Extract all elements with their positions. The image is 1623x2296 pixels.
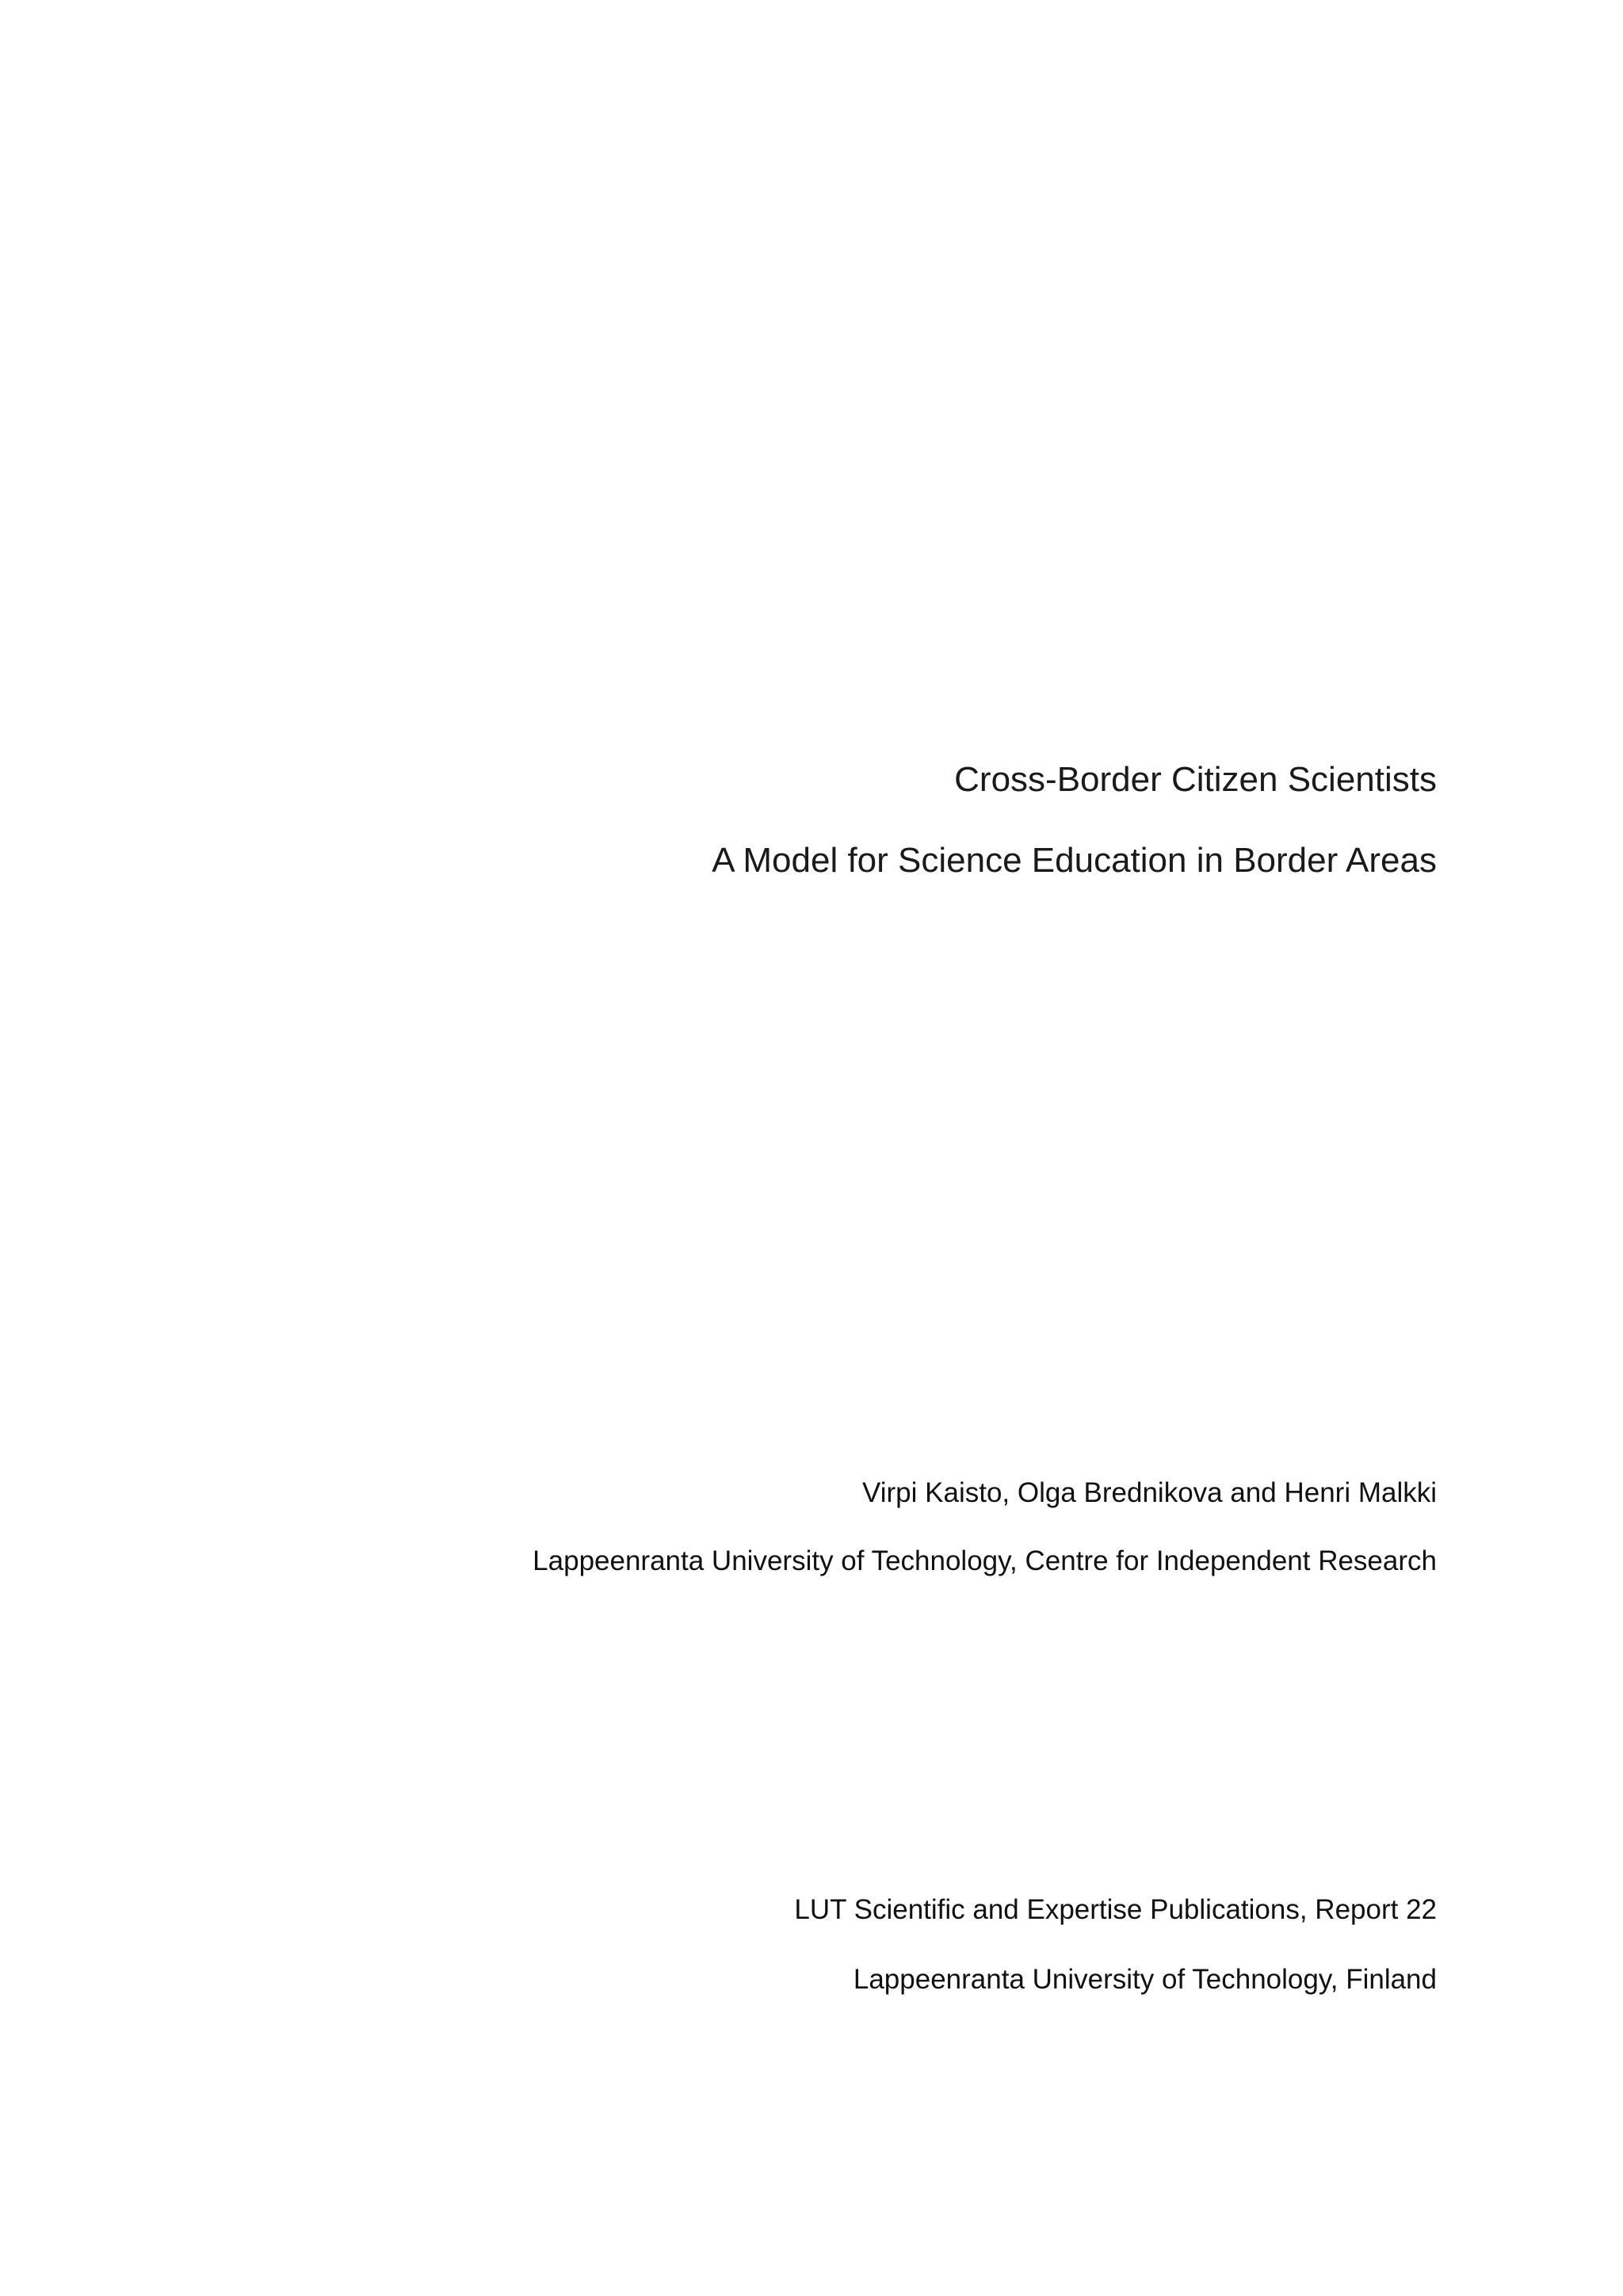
document-title: Cross-Border Citizen Scientists <box>954 760 1437 799</box>
publisher: Lappeenranta University of Technology, Finland <box>853 1964 1437 1995</box>
document-subtitle: A Model for Science Education in Border Areas <box>712 841 1437 880</box>
authors: Virpi Kaisto, Olga Brednikova and Henri Malkki <box>862 1477 1437 1508</box>
publication-series: LUT Scientific and Expertise Publications, Report 22 <box>794 1894 1437 1925</box>
affiliation: Lappeenranta University of Technology, Centre for Independent Research <box>533 1545 1437 1576</box>
